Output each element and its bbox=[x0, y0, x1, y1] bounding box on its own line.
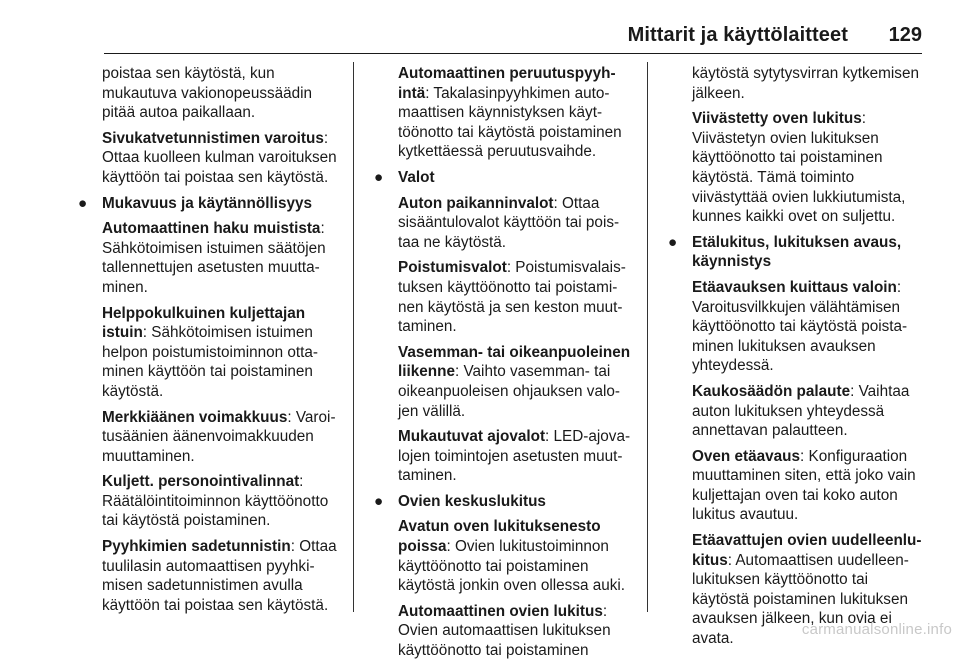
paragraph bbox=[102, 537, 338, 615]
term: Etäavauksen kuittaus valoin bbox=[692, 278, 897, 296]
term-description: : Poistumisvalaistuksen käyttöönotto tai poistaminen käytöstä ja sen keston muuttaminen. bbox=[398, 259, 626, 336]
bullet-heading bbox=[374, 492, 634, 512]
term: Automaattinen peruutuspyyhintä bbox=[398, 65, 616, 102]
term-description: : Varoitusvilkkujen välähtämisen käyttöönotto tai käytöstä poistaminen lukituksen avauksen yhteydessä. bbox=[692, 278, 908, 375]
bullet-label: Mukavuus ja käytännöllisyys bbox=[102, 194, 312, 212]
term-description: : Sähkötoimisen istuimen helpon poistumistoiminnon ottaminen käyttöön tai poistaminen käytöstä. bbox=[102, 324, 318, 400]
term-description: : Ovien automaattisen lukituksen käyttöönotto tai poistaminen bbox=[398, 602, 611, 660]
paragraph bbox=[398, 343, 634, 421]
term: Kuljett. personointivalinnat bbox=[102, 473, 300, 491]
term-description: : Automaattisen uudelleenlukituksen käyttöönotto tai käytöstä poistaminen lukituksen avauksen jälkeen, kun ovia ei avata. bbox=[692, 551, 909, 648]
term-description: : Vaihtaa auton lukituksen yhteydessä annettavan palautteen. bbox=[692, 382, 910, 440]
paragraph: käytöstä sytytysvirran kytkemisen jälkeen. bbox=[692, 65, 919, 102]
paragraph bbox=[398, 258, 634, 336]
column-divider-1 bbox=[353, 62, 354, 612]
bullet-heading bbox=[78, 194, 338, 214]
page-number: 129 bbox=[888, 24, 922, 46]
term: Mukautuvat ajovalot bbox=[398, 428, 546, 446]
column-3 bbox=[668, 64, 928, 655]
term: Vasemman- tai oikeanpuoleinen liikenne bbox=[398, 343, 631, 381]
term: Pyyhkimien sadetunnistin bbox=[102, 538, 291, 556]
paragraph: poistaa sen käytöstä, kun mukautuva vakionopeussäädin pitää autoa paikallaan. bbox=[102, 65, 313, 122]
term: Avatun oven lukituksenesto poissa bbox=[398, 518, 601, 556]
paragraph bbox=[398, 64, 634, 162]
bullet-icon: ● bbox=[374, 492, 384, 510]
column-2 bbox=[374, 64, 634, 667]
term-description: : Varoitusäänien äänenvoimakkuuden muuttaminen. bbox=[102, 408, 336, 465]
term: Helppokulkuinen kuljettajan istuin bbox=[102, 304, 306, 342]
paragraph bbox=[692, 382, 928, 441]
bullet-icon: ● bbox=[374, 168, 384, 186]
column-1 bbox=[78, 64, 338, 621]
term-description: : Vaihto vasemman- tai oikeanpuoleisen ohjauksen valojen välillä. bbox=[398, 363, 620, 420]
paragraph bbox=[398, 427, 634, 486]
term-description: : Ovien lukitustoiminnon käyttöönotto tai poistaminen käytöstä jonkin oven ollessa auki. bbox=[398, 538, 626, 595]
paragraph bbox=[398, 602, 634, 661]
bullet-label: Etälukitus, lukituksen avaus, käynnistys bbox=[692, 233, 902, 271]
paragraph bbox=[102, 408, 338, 467]
paragraph bbox=[692, 109, 928, 227]
term: Oven etäavaus bbox=[692, 447, 800, 465]
watermark-text: carmanualsonline.info bbox=[801, 621, 952, 638]
paragraph bbox=[398, 194, 634, 253]
term: Kaukosäädön palaute bbox=[692, 382, 851, 400]
term-description: : Viivästetyn ovien lukituksen käyttöönotto tai poistaminen käytöstä. Tämä toiminto viivästyttää ovien lukkiutumista, kunnes kaikki ovet on suljettu. bbox=[692, 110, 906, 226]
bullet-label: Ovien keskuslukitus bbox=[398, 492, 546, 510]
paragraph bbox=[692, 447, 928, 525]
term: Automaattinen ovien lukitus bbox=[398, 602, 603, 620]
term-description: : LED-ajovalojen toimintojen asetusten muuttaminen. bbox=[398, 428, 631, 485]
term-description: : Sähkötoimisen istuimen säätöjen tallennettujen asetusten muuttaminen. bbox=[102, 220, 326, 296]
bullet-label: Valot bbox=[398, 168, 435, 186]
term-description: : Ottaa tuulilasin automaattisen pyyhkimisen sadetunnistimen avulla käyttöön tai poistaa sen käytöstä. bbox=[102, 538, 337, 614]
term: Auton paikanninvalot bbox=[398, 194, 554, 212]
page-header bbox=[0, 0, 960, 54]
term-description: : Konfiguraation muuttaminen siten, että joko vain kuljettajan oven tai koko auton lukitus avautuu. bbox=[692, 447, 916, 524]
bullet-heading bbox=[668, 233, 928, 272]
paragraph bbox=[102, 472, 338, 531]
term: Poistumisvalot bbox=[398, 259, 507, 277]
bullet-heading bbox=[374, 168, 634, 188]
paragraph bbox=[692, 278, 928, 376]
bullet-icon: ● bbox=[668, 233, 678, 251]
paragraph bbox=[398, 517, 634, 595]
term: Merkkiäänen voimakkuus bbox=[102, 408, 288, 426]
paragraph bbox=[102, 304, 338, 402]
term-description: : Ottaa kuolleen kulman varoituksen käyttöön tai poistaa sen käytöstä. bbox=[102, 129, 337, 186]
term: Etäavattujen ovien uudelleenlukitus bbox=[692, 532, 922, 569]
column-divider-2 bbox=[647, 62, 648, 612]
paragraph bbox=[102, 219, 338, 297]
term-description: : Räätälöintitoiminnon käyttöönotto tai käytöstä poistaminen. bbox=[102, 473, 329, 530]
bullet-icon: ● bbox=[78, 194, 88, 212]
term: Viivästetty oven lukitus bbox=[692, 110, 862, 128]
term-description: : Ottaa sisääntulovalot käyttöön tai poistaa ne käytöstä. bbox=[398, 194, 620, 251]
term-description: : Takalasinpyyhkimen automaattisen käynnistyksen käyttöönotto tai käytöstä poistaminen kytkettäessä peruutusvaihde. bbox=[398, 84, 622, 161]
term: Automaattinen haku muistista bbox=[102, 220, 321, 238]
page-title: Mittarit ja käyttölaitteet bbox=[627, 24, 848, 46]
header-rule bbox=[104, 53, 922, 54]
term: Sivukatvetunnistimen varoitus bbox=[102, 129, 324, 147]
paragraph bbox=[102, 129, 338, 188]
